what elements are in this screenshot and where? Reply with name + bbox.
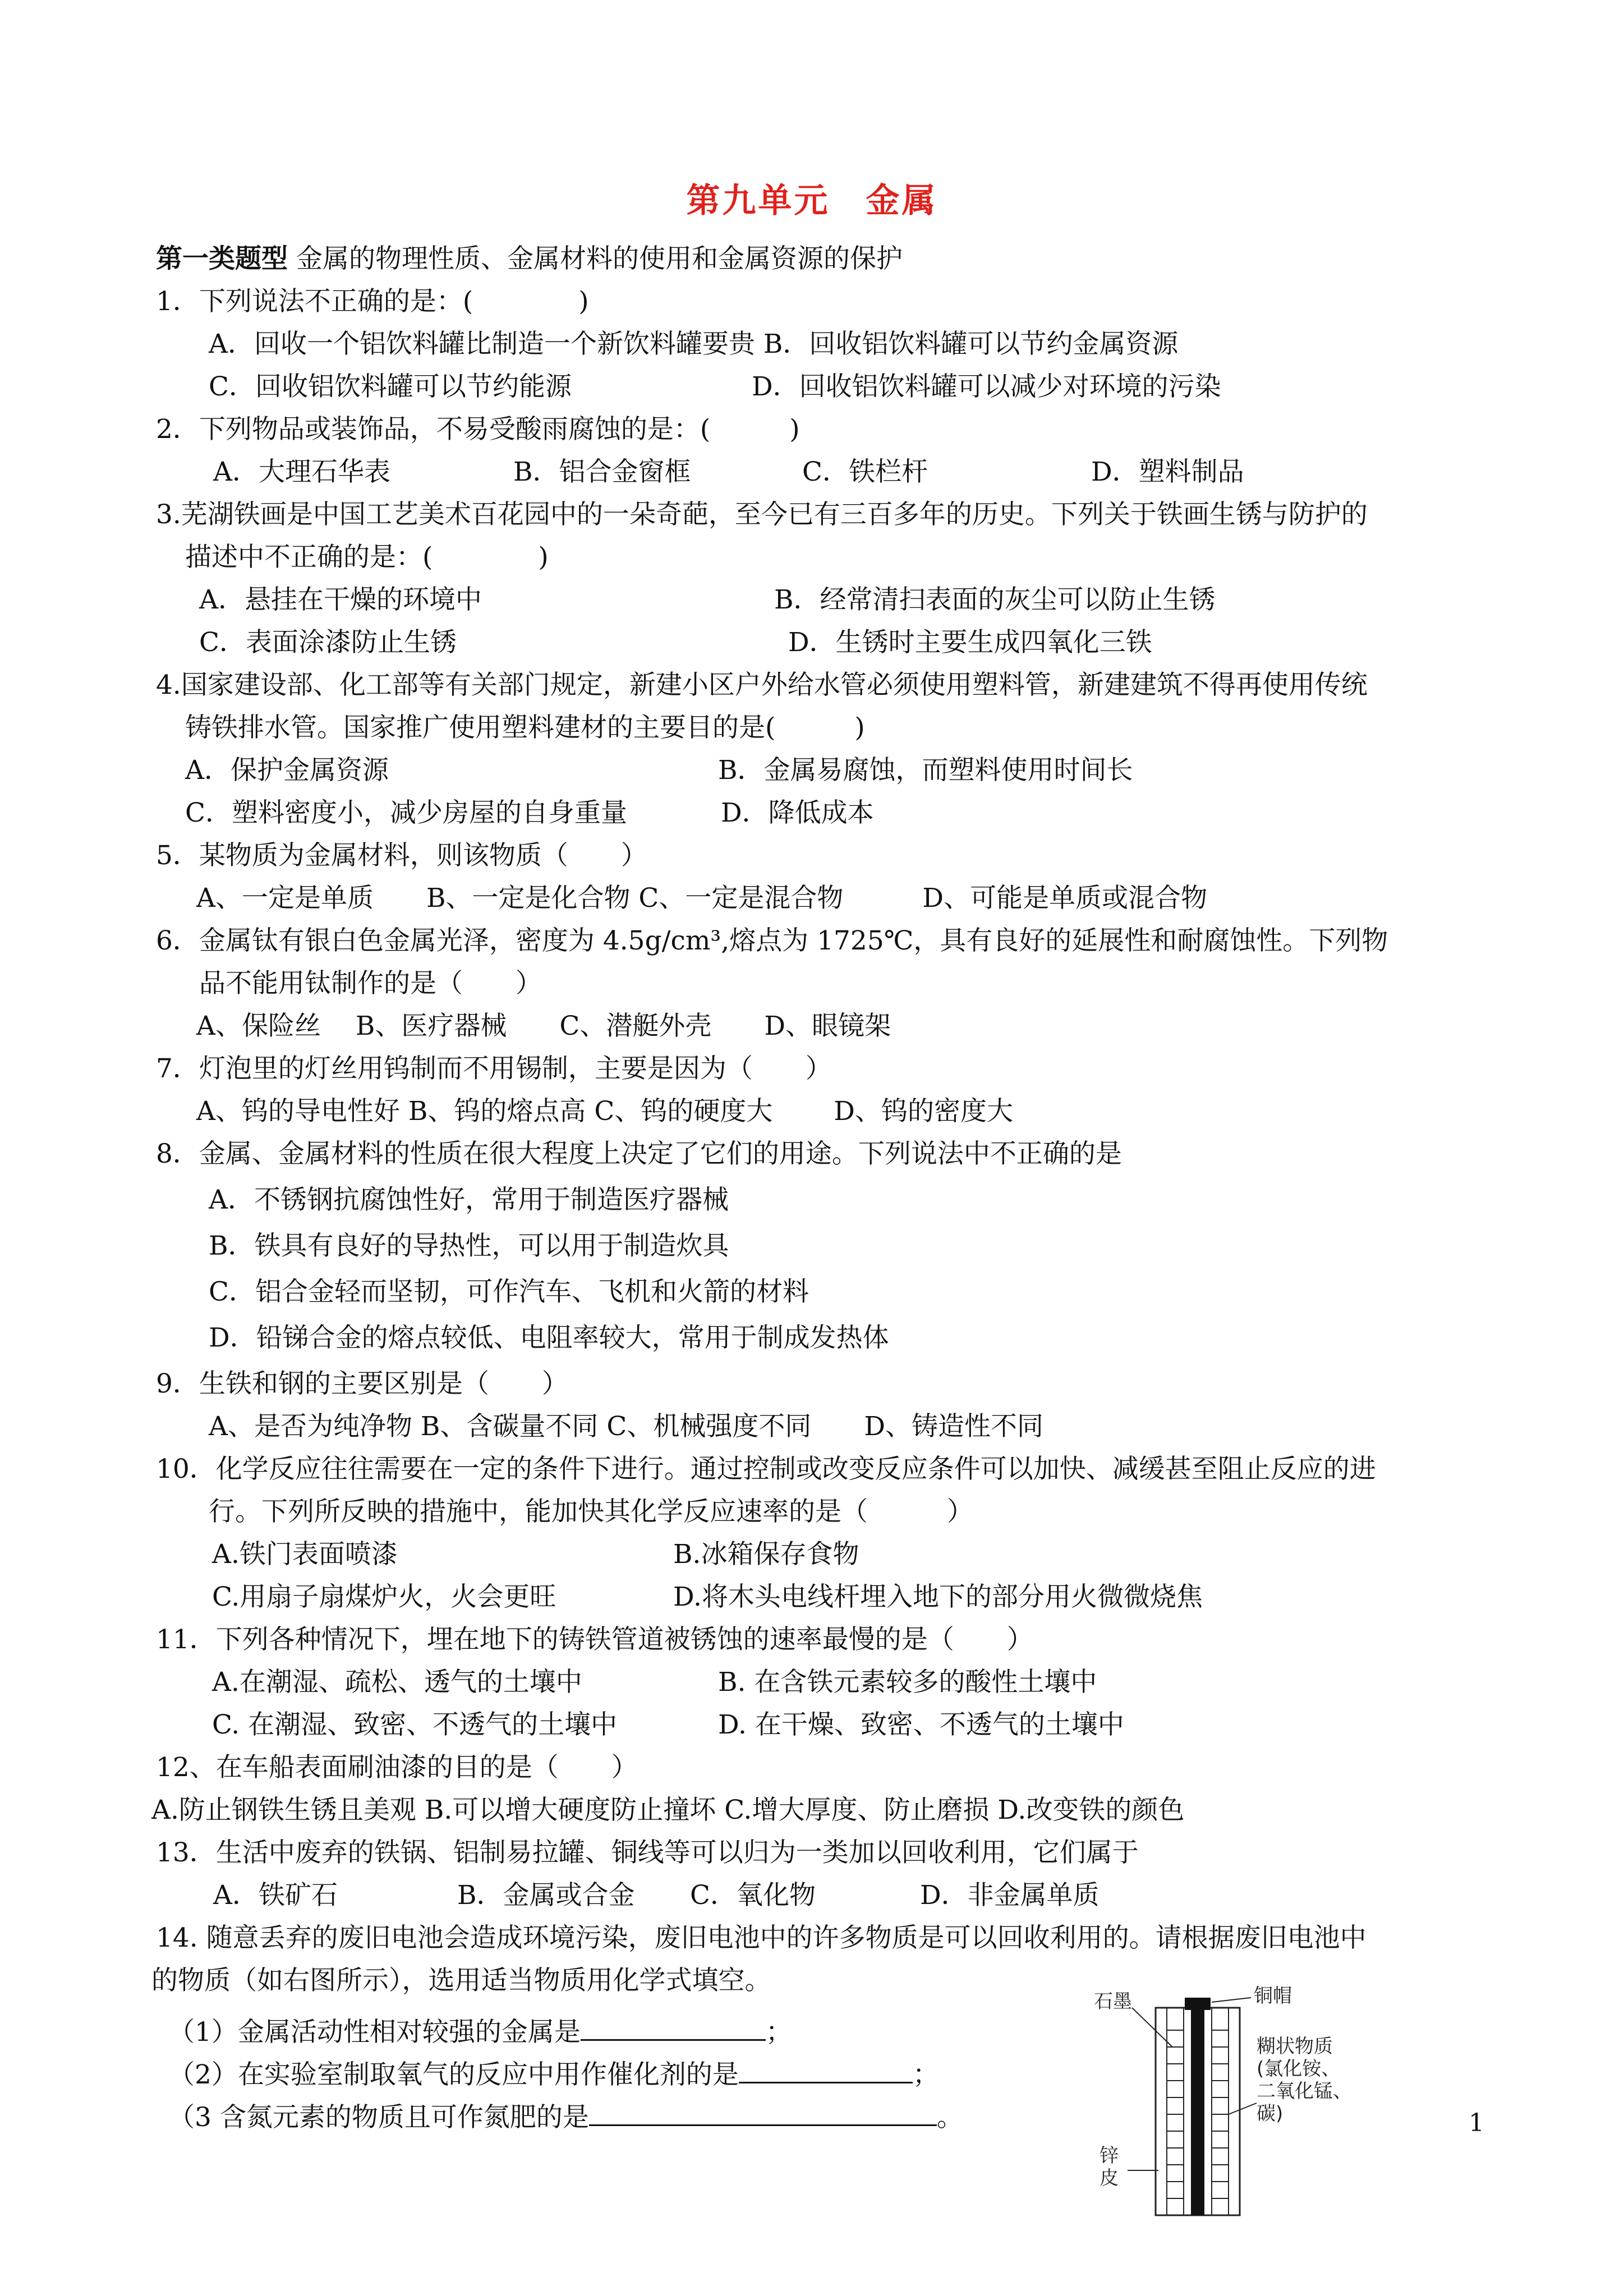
- q14-part-2: [168, 2057, 939, 2092]
- label-paste-3: 二氧化锰、: [1257, 2080, 1352, 2103]
- question-4: 4.国家建设部、化工部等有关部门规定，新建小区户外给水管必须使用塑料管，新建建筑不得再使用传统: [156, 670, 1368, 700]
- q14-part-1: [168, 2014, 792, 2049]
- q14-part-3-text: （3 含氮元素的物质且可作氮肥的是: [168, 2102, 589, 2133]
- q4-option-d: D．降低成本: [721, 797, 874, 828]
- question-6-cont: 品不能用钛制作的是（ ）: [199, 968, 542, 999]
- q4-option-c: C．塑料密度小，减少房屋的自身重量: [185, 797, 627, 828]
- q3-option-c: C．表面涂漆防止生锈: [199, 627, 457, 658]
- q14-part-3-end: 。: [936, 2102, 963, 2133]
- answer-blank-3[interactable]: [589, 2100, 937, 2126]
- label-zinc-2: 皮: [1099, 2167, 1119, 2189]
- q1-option-d: D．回收铝饮料罐可以减少对环境的污染: [752, 371, 1221, 402]
- q8-option-c: C．铝合金轻而坚韧，可作汽车、飞机和火箭的材料: [209, 1276, 809, 1307]
- answer-blank-1[interactable]: [581, 2014, 766, 2041]
- label-copper-cap: 铜帽: [1254, 1985, 1292, 2007]
- graphite-rod: [1191, 2008, 1204, 2215]
- q9-options: A、是否为纯净物 B、含碳量不同 C、机械强度不同 D、铸造性不同: [209, 1411, 1044, 1442]
- question-2: 2．下列物品或装饰品，不易受酸雨腐蚀的是：( ): [156, 414, 800, 445]
- question-11: 11．下列各种情况下，埋在地下的铸铁管道被锈蚀的速率最慢的是（ ）: [156, 1624, 1033, 1655]
- q13-option-d: D．非金属单质: [920, 1880, 1099, 1911]
- q13-option-b: B．金属或合金: [457, 1880, 635, 1911]
- question-13: 13．生活中废弃的铁锅、铝制易拉罐、铜线等可以归为一类加以回收利用，它们属于: [156, 1837, 1139, 1868]
- q11-option-a: A.在潮湿、疏松、透气的土壤中: [212, 1667, 582, 1698]
- q2-option-a: A．大理石华表: [213, 457, 390, 487]
- question-10-cont: 行。下列所反映的措施中，能加快其化学反应速率的是（ ）: [209, 1496, 973, 1527]
- label-paste-1: 糊状物质: [1257, 2035, 1333, 2058]
- q11-option-d: D. 在干燥、致密、不透气的土壤中: [718, 1709, 1124, 1740]
- section-label: 第一类题型: [156, 243, 288, 274]
- question-3-cont: 描述中不正确的是：( ): [185, 542, 549, 573]
- q4-option-a: A．保护金属资源: [185, 755, 389, 786]
- q10-option-c: C.用扇子扇煤炉火，火会更旺: [212, 1582, 556, 1612]
- q7-options: A、钨的导电性好 B、钨的熔点高 C、钨的硬度大 D、钨的密度大: [196, 1096, 1013, 1127]
- label-zinc-1: 锌: [1099, 2145, 1119, 2167]
- question-10: 10．化学反应往往需要在一定的条件下进行。通过控制或改变反应条件可以加快、减缓甚至阻止反应的进: [156, 1454, 1376, 1484]
- q11-option-c: C. 在潮湿、致密、不透气的土壤中: [212, 1709, 618, 1740]
- q10-option-b: B.冰箱保存食物: [673, 1539, 859, 1570]
- question-8: 8．金属、金属材料的性质在很大程度上决定了它们的用途。下列说法中不正确的是: [156, 1138, 1122, 1169]
- q11-option-b: B. 在含铁元素较多的酸性土壤中: [718, 1667, 1097, 1698]
- label-graphite: 石墨: [1094, 1990, 1132, 2013]
- label-paste-4: 碳): [1257, 2103, 1283, 2125]
- q3-option-d: D．生锈时主要生成四氧化三铁: [788, 627, 1152, 658]
- battery-diagram: [1088, 1985, 1492, 2221]
- q14-part-1-text: （1）金属活动性相对较强的金属是: [168, 2017, 581, 2048]
- q13-option-c: C．氧化物: [690, 1880, 816, 1911]
- question-3: 3.芜湖铁画是中国工艺美术百花园中的一朵奇葩，至今已有三百多年的历史。下列关于铁画生锈与防护的: [156, 499, 1368, 530]
- q8-option-b: B．铁具有良好的导热性，可以用于制造炊具: [209, 1230, 729, 1261]
- question-1: 1．下列说法不正确的是：( ): [156, 286, 589, 317]
- page-number: 1: [1469, 2109, 1484, 2137]
- q14-part-3: [168, 2100, 963, 2134]
- question-14-cont: 的物质（如右图所示），选用适当物质用化学式填空。: [151, 1965, 771, 1996]
- q4-option-b: B．金属易腐蚀，而塑料使用时间长: [718, 755, 1133, 786]
- q10-option-d: D.将木头电线杆埋入地下的部分用火微微烧焦: [673, 1582, 1203, 1612]
- q8-option-a: A．不锈钢抗腐蚀性好，常用于制造医疗器械: [209, 1184, 729, 1215]
- q14-part-2-end: ；: [912, 2059, 939, 2090]
- question-9: 9．生铁和钢的主要区别是（ ）: [156, 1368, 568, 1399]
- q3-option-b: B．经常清扫表面的灰尘可以防止生锈: [774, 584, 1216, 615]
- q2-option-d: D．塑料制品: [1091, 457, 1244, 487]
- q2-option-b: B．铝合金窗框: [513, 457, 691, 487]
- q5-options: A、一定是单质 B、一定是化合物 C、一定是混合物 D、可能是单质或混合物: [196, 883, 1208, 914]
- section-text: 金属的物理性质、金属材料的使用和金属资源的保护: [296, 243, 903, 274]
- question-5: 5．某物质为金属材料，则该物质（ ）: [156, 840, 647, 871]
- q8-option-d: D．铅锑合金的熔点较低、电阻率较大，常用于制成发热体: [209, 1322, 889, 1353]
- q1-options-ab: A．回收一个铝饮料罐比制造一个新饮料罐要贵 B．回收铝饮料罐可以节约金属资源: [209, 329, 1179, 359]
- q6-options: A、保险丝 B、医疗器械 C、潜艇外壳 D、眼镜架: [196, 1011, 891, 1041]
- q12-options: A.防止钢铁生锈且美观 B.可以增大硬度防止撞坏 C.增大厚度、防止磨损 D.改变铁的颜色: [151, 1795, 1185, 1825]
- q1-option-c: C．回收铝饮料罐可以节约能源: [209, 371, 572, 402]
- q2-option-c: C．铁栏杆: [802, 457, 928, 487]
- section-heading: [156, 242, 903, 276]
- q14-part-1-end: ；: [765, 2017, 792, 2048]
- q10-option-a: A.铁门表面喷漆: [212, 1539, 398, 1570]
- label-paste-2: (氯化铵、: [1257, 2058, 1341, 2080]
- page-title: 第九单元 金属: [686, 181, 938, 220]
- question-4-cont: 铸铁排水管。国家推广使用塑料建材的主要目的是( ): [185, 712, 865, 743]
- question-7: 7．灯泡里的灯丝用钨制而不用锡制，主要是因为（ ）: [156, 1053, 832, 1084]
- answer-blank-2[interactable]: [739, 2057, 913, 2083]
- question-14: 14. 随意丢弃的废旧电池会造成环境污染，废旧电池中的许多物质是可以回收利用的。请根据废旧电池中: [156, 1922, 1367, 1953]
- q3-option-a: A．悬挂在干燥的环境中: [199, 584, 482, 615]
- question-12: 12、在车船表面刷油漆的目的是（ ）: [156, 1752, 638, 1783]
- q13-option-a: A．铁矿石: [213, 1880, 338, 1911]
- copper-cap: [1185, 1998, 1211, 2010]
- q14-part-2-text: （2）在实验室制取氧气的反应中用作催化剂的是: [168, 2059, 739, 2090]
- question-6: 6．金属钛有银白色金属光泽，密度为 4.5g/cm³,熔点为 1725℃，具有良好的延展性和耐腐蚀性。下列物: [156, 925, 1388, 956]
